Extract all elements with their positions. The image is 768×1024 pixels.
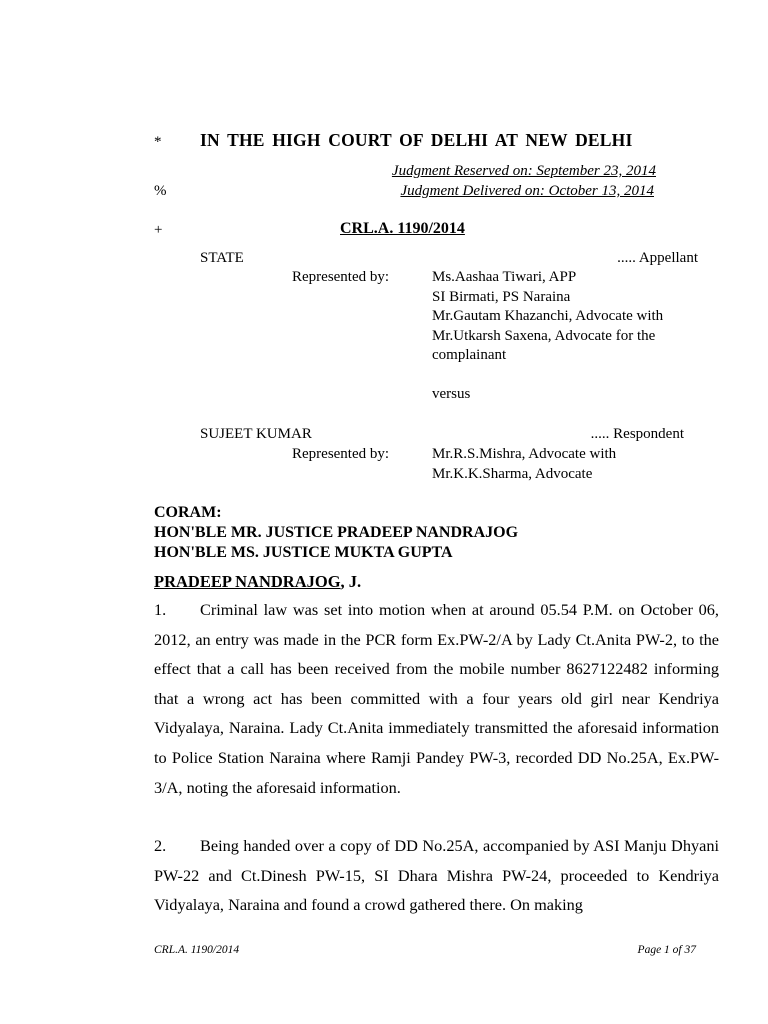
respondent-name: SUJEET KUMAR <box>200 426 312 442</box>
appellant-role: ..... Appellant <box>617 250 698 266</box>
appellant-rep-line: Mr.Utkarsh Saxena, Advocate for the <box>432 328 656 344</box>
respondent-rep-line: Mr.K.K.Sharma, Advocate <box>432 466 593 482</box>
author-suffix: , J. <box>340 572 362 591</box>
appellant-represented-label: Represented by: <box>292 269 390 285</box>
coram-heading: CORAM: <box>154 504 222 521</box>
court-title: IN THE HIGH COURT OF DELHI AT NEW DELHI <box>200 130 633 150</box>
appellant-name: STATE <box>200 250 244 266</box>
coram-judge: HON'BLE MR. JUSTICE PRADEEP NANDRAJOG <box>154 524 519 541</box>
judgment-paragraph <box>154 831 719 920</box>
star-marker: * <box>154 134 162 150</box>
footer-case-ref: CRL.A. 1190/2014 <box>154 944 240 956</box>
coram-judge: HON'BLE MS. JUSTICE MUKTA GUPTA <box>154 544 453 561</box>
appellant-rep-line: Mr.Gautam Khazanchi, Advocate with <box>432 308 664 324</box>
appellant-rep-line: SI Birmati, PS Naraina <box>432 289 571 305</box>
author-name: PRADEEP NANDRAJOG <box>154 572 341 591</box>
appellant-rep-line: complainant <box>432 347 507 363</box>
paragraph-number: 1. <box>154 600 167 619</box>
respondent-represented-label: Represented by: <box>292 446 390 462</box>
respondent-rep-line: Mr.R.S.Mishra, Advocate with <box>432 446 617 462</box>
appellant-rep-line: Ms.Aashaa Tiwari, APP <box>432 269 577 285</box>
paragraph-text: Criminal law was set into motion when at around 05.54 P.M. on October 06, 2012, an entry was made in the PCR form Ex.PW-2/A by Lady Ct.Anita PW-2, to the effect that a call has been received from the mobile number 8627122482 informing that a wrong act has been committed with a four years old girl near Kendriya Vidyalaya, Naraina. Lady Ct.Anita immediately transmitted the aforesaid information to Police Station Naraina where Ramji Pandey PW-3, recorded DD No.25A, Ex.PW-3/A, noting the aforesaid information. <box>154 600 719 797</box>
judgment-delivered-date: Judgment Delivered on: October 13, 2014 <box>400 183 654 199</box>
footer-page-number: Page 1 of 37 <box>637 944 696 956</box>
paragraph-number: 2. <box>154 836 167 855</box>
judgment-paragraph <box>154 595 719 802</box>
paragraph-text: Being handed over a copy of DD No.25A, accompanied by ASI Manju Dhyani PW-22 and Ct.Dinesh PW-15, SI Dhara Mishra PW-24, proceeded to Kendriya Vidyalaya, Naraina and found a crowd gathered there. On making <box>154 836 719 915</box>
case-number: CRL.A. 1190/2014 <box>340 220 465 237</box>
versus-label: versus <box>432 386 471 402</box>
plus-marker: + <box>154 222 163 238</box>
author-line <box>154 571 361 592</box>
respondent-role: ..... Respondent <box>590 426 684 442</box>
judgment-reserved-date: Judgment Reserved on: September 23, 2014 <box>391 163 656 179</box>
percent-marker: % <box>154 183 167 199</box>
